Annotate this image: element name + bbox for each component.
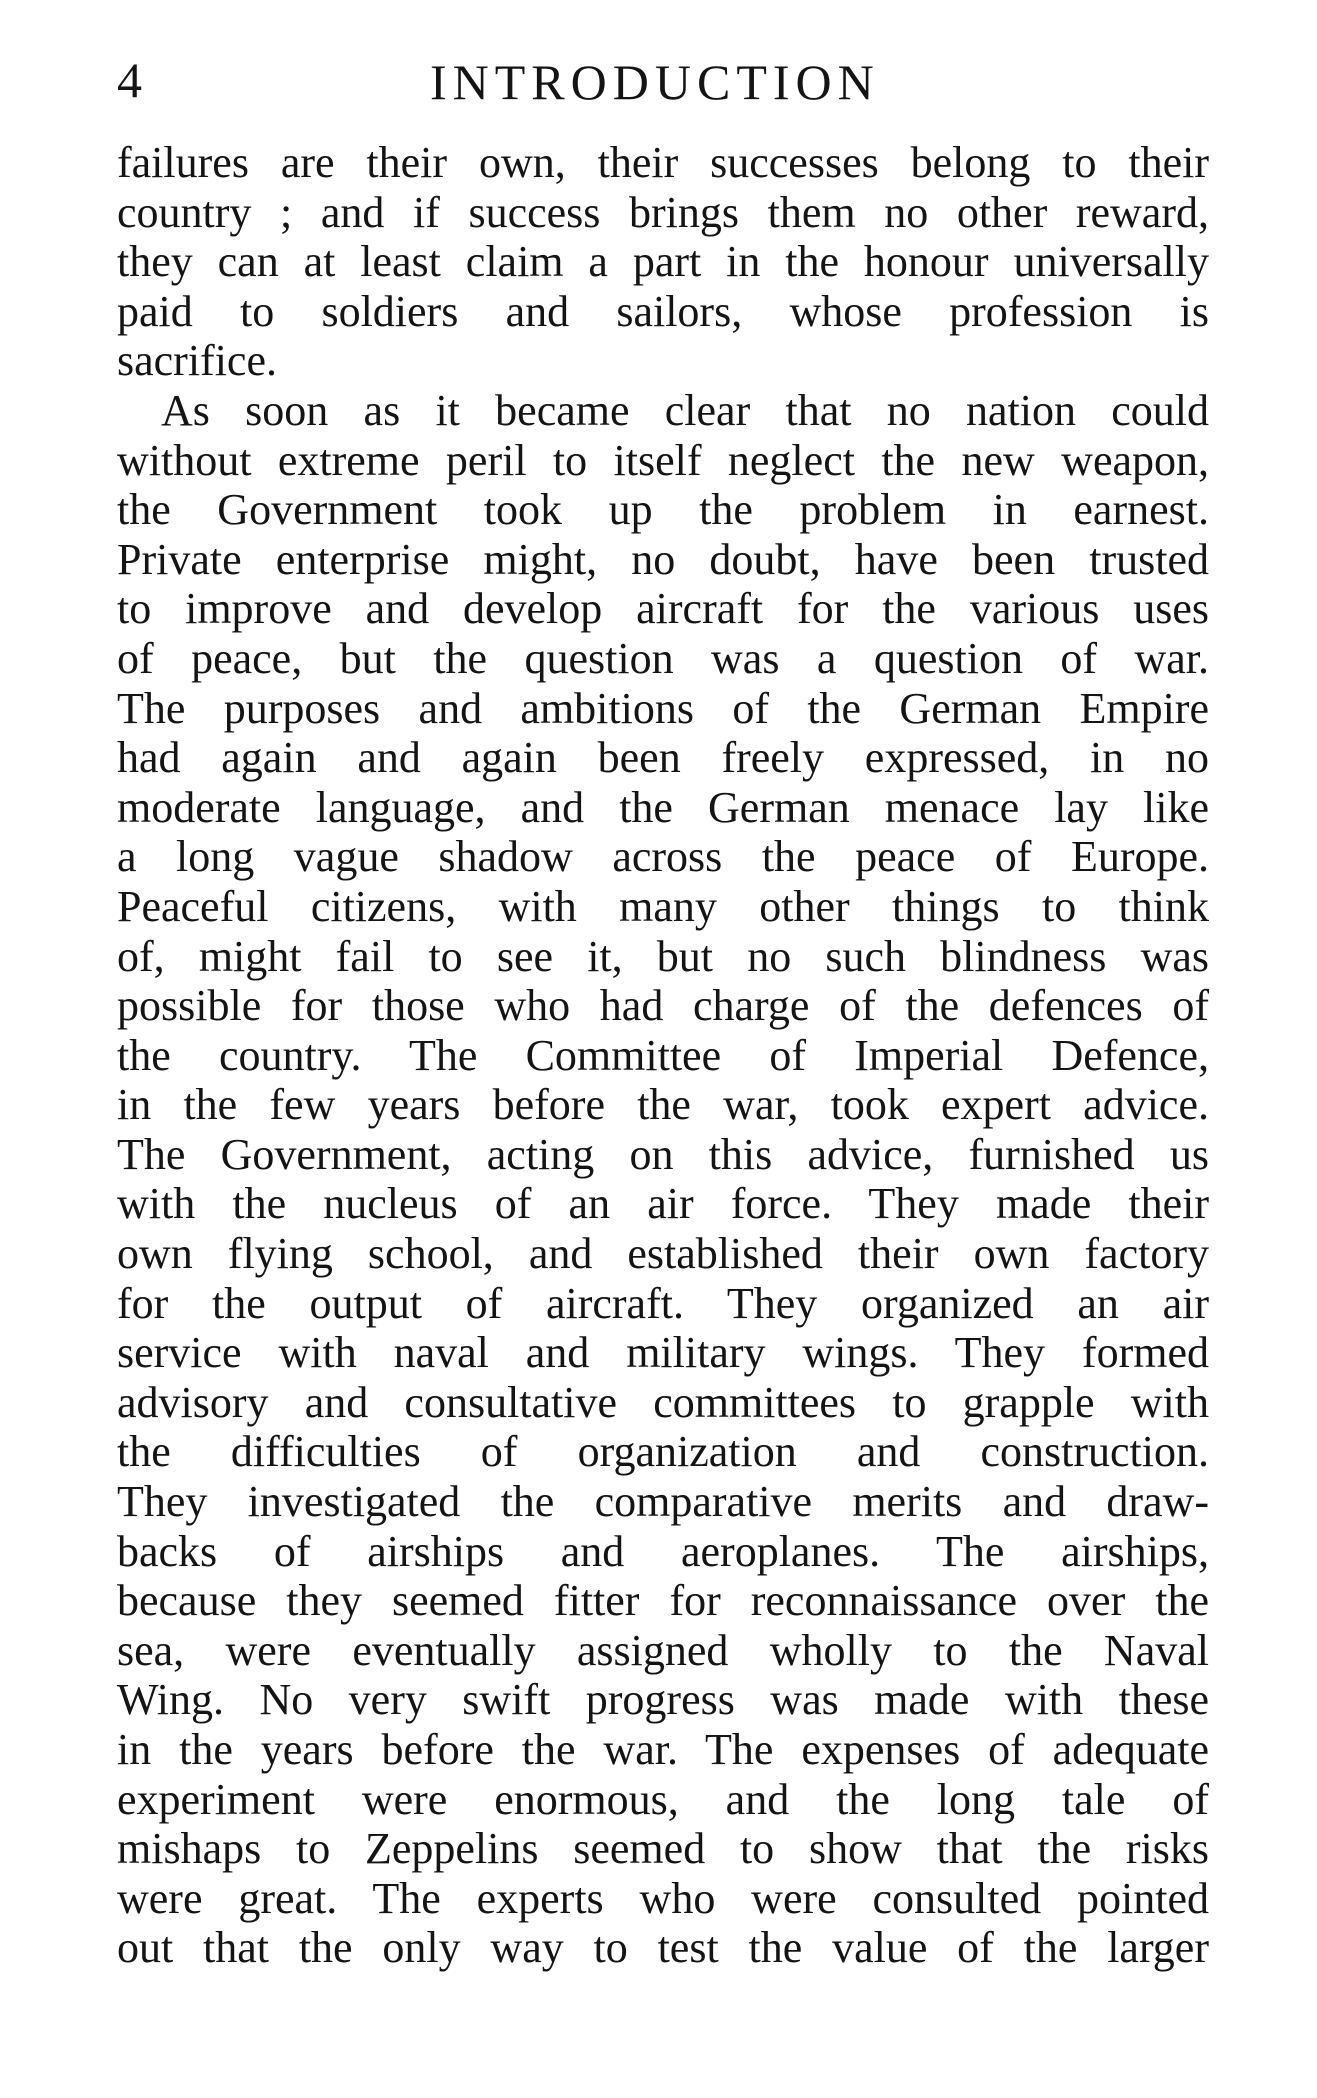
text-line: advisory and consultative committees to grapple with <box>117 1377 1209 1427</box>
text-line: a long vague shadow across the peace of Europe. <box>117 832 1209 882</box>
body-text <box>117 138 1209 1973</box>
text-line: experiment were enormous, and the long tale of <box>117 1774 1209 1824</box>
text-line: Private enterprise might, no doubt, have been trusted <box>117 534 1209 584</box>
text-line: had again and again been freely expressed, in no <box>117 733 1209 783</box>
text-line: of peace, but the question was a question of war. <box>117 633 1209 683</box>
text-line: to improve and develop aircraft for the various uses <box>117 584 1209 634</box>
text-line: service with naval and military wings. They formed <box>117 1328 1209 1378</box>
text-line: country ; and if success brings them no other reward, <box>117 187 1209 237</box>
text-line: in the few years before the war, took expert advice. <box>117 1080 1209 1130</box>
text-line: without extreme peril to itself neglect the new weapon, <box>117 435 1209 485</box>
text-line: possible for those who had charge of the defences of <box>117 981 1209 1031</box>
text-line: own flying school, and established their own factory <box>117 1229 1209 1279</box>
text-line: for the output of aircraft. They organized an air <box>117 1278 1209 1328</box>
text-line: They investigated the comparative merits and draw- <box>117 1477 1209 1527</box>
text-line: moderate language, and the German menace lay like <box>117 782 1209 832</box>
text-line: the difficulties of organization and construction. <box>117 1427 1209 1477</box>
text-line: As soon as it became clear that no nation could <box>161 385 1209 435</box>
text-line: Peaceful citizens, with many other things to think <box>117 881 1209 931</box>
text-line: paid to soldiers and sailors, whose profession is <box>117 286 1209 336</box>
text-line: sacrifice. <box>117 336 277 386</box>
text-line: the Government took up the problem in earnest. <box>117 485 1209 535</box>
text-line: were great. The experts who were consulted pointed <box>117 1873 1209 1923</box>
text-line: the country. The Committee of Imperial Defence, <box>117 1030 1209 1080</box>
text-line: failures are their own, their successes belong to their <box>117 138 1209 187</box>
text-line: because they seemed fitter for reconnaissance over the <box>117 1576 1209 1626</box>
text-line: out that the only way to test the value of the larger <box>117 1923 1209 1973</box>
text-line: they can at least claim a part in the honour universally <box>117 237 1209 287</box>
text-line: sea, were eventually assigned wholly to the Naval <box>117 1625 1209 1675</box>
text-line: of, might fail to see it, but no such blindness was <box>117 931 1209 981</box>
text-line: in the years before the war. The expenses of adequate <box>117 1725 1209 1774</box>
running-head: INTRODUCTION <box>430 54 880 110</box>
text-line: Wing. No very swift progress was made with these <box>117 1675 1209 1725</box>
page-number: 4 <box>117 52 142 108</box>
text-line: The purposes and ambitions of the German Empire <box>117 683 1209 733</box>
text-line: backs of airships and aeroplanes. The airships, <box>117 1526 1209 1576</box>
text-line: with the nucleus of an air force. They made their <box>117 1179 1209 1229</box>
text-line: The Government, acting on this advice, furnished us <box>117 1129 1209 1179</box>
text-line: mishaps to Zeppelins seemed to show that the risks <box>117 1824 1209 1874</box>
